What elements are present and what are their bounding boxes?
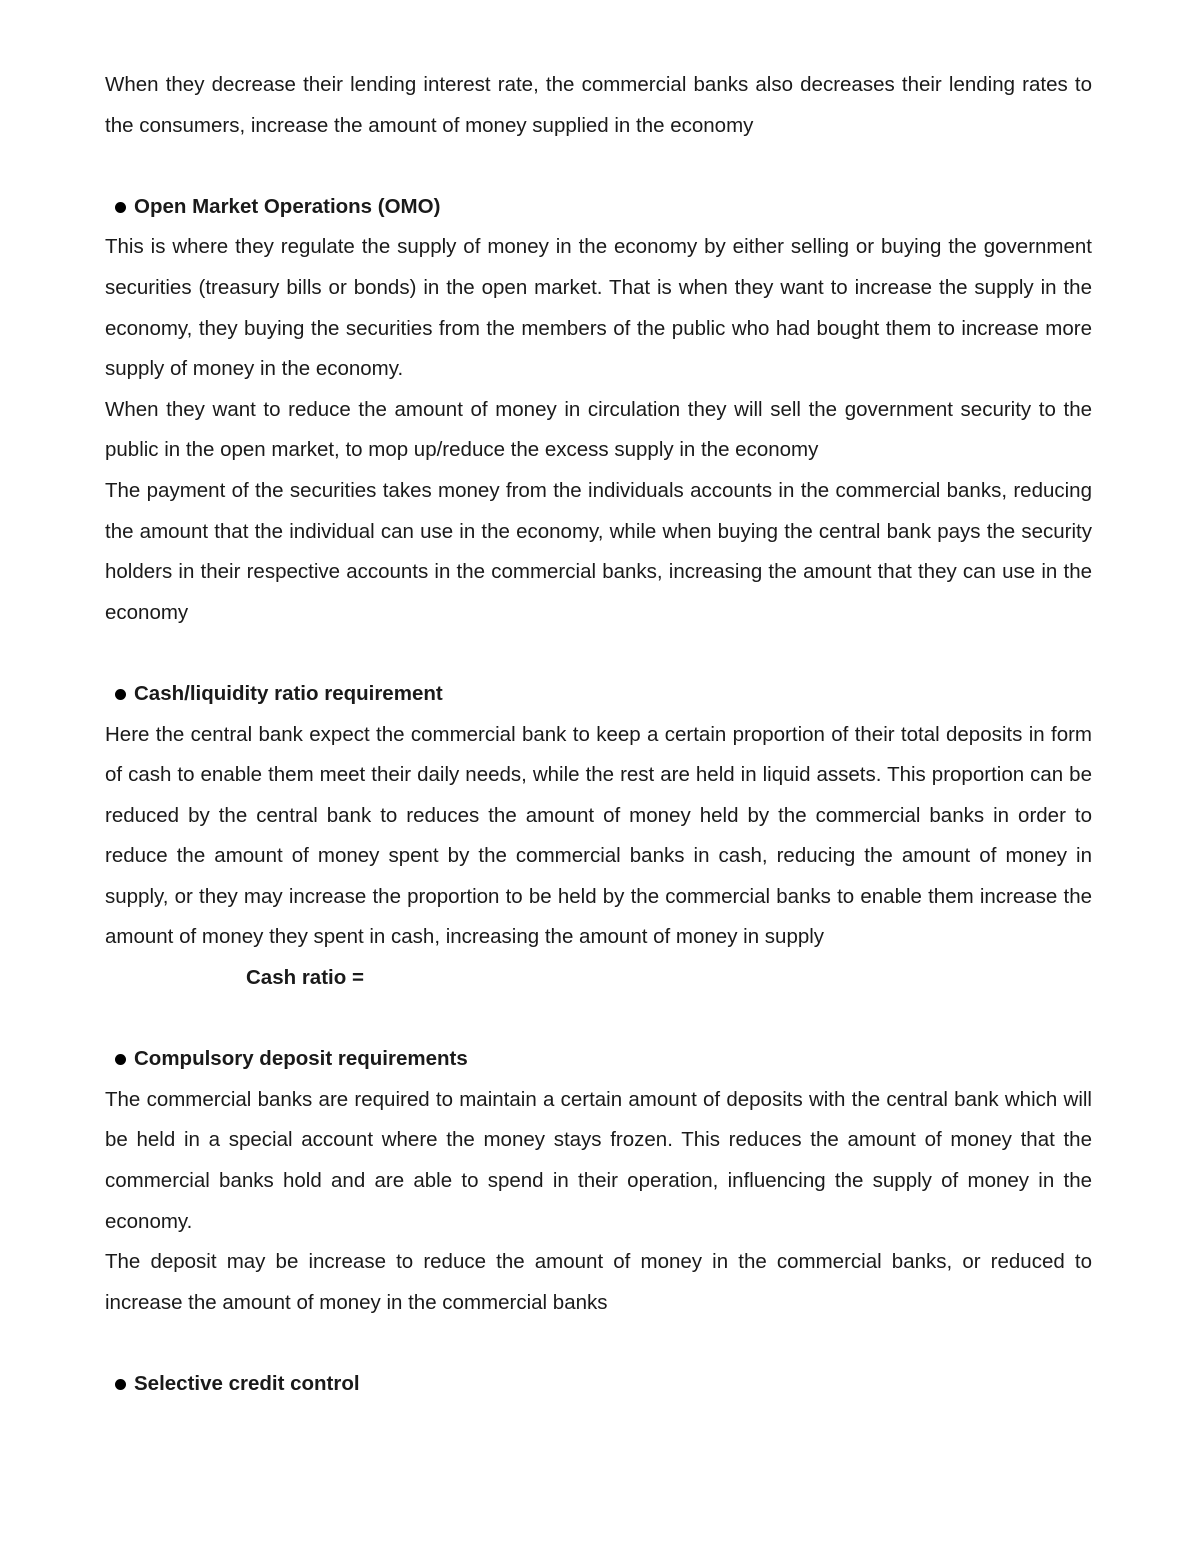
section-heading-omo [105,187,1092,228]
section-heading-compulsory-deposit [105,1039,1092,1080]
spacer [105,999,1092,1040]
spacer [105,1323,1092,1364]
spacer [105,146,1092,187]
section-heading-compulsory-deposit-text: Compulsory deposit requirements [134,1047,468,1071]
omo-paragraph-3: The payment of the securities takes money from the individuals accounts in the commercial banks, reducing the amount that the individual can use in the economy, while when buying the central bank pays the security holders in their respective accounts in the commercial banks, increasing the amount that they can use in the economy [105,478,1092,624]
cash-ratio-formula: Cash ratio = [246,966,364,990]
omo-paragraph-1: This is where they regulate the supply of money in the economy by either selling or buying the government securities (treasury bills or bonds) in the open market. That is when they want to increase the supply in the economy, they buying the securities from the members of the public who had bought them to increase more supply of money in the economy. [105,235,1092,381]
cash-ratio-paragraph-1: Here the central bank expect the commercial bank to keep a certain proportion of their total deposits in form of cash to enable them meet their daily needs, while the rest are held in liquid assets. This proportion can be reduced by the central bank to reduces the amount of money held by the commercial banks in order to reduce the amount of money spent by the commercial banks in cash, reducing the amount of money in supply, or they may increase the proportion to be held by the commercial banks to enable them increase the amount of money they spent in cash, increasing the amount of money in supply [105,722,1092,949]
section-heading-cash-ratio [105,674,1092,715]
section-heading-selective-credit-text: Selective credit control [134,1372,360,1395]
bullet-icon [115,202,126,213]
section-heading-cash-ratio-text: Cash/liquidity ratio requirement [134,681,443,705]
document-page [105,65,1092,1405]
omo-paragraph-2: When they want to reduce the amount of money in circulation they will sell the government security to the public in the open market, to mop up/reduce the excess supply in the economy [105,397,1092,462]
spacer [105,633,1092,674]
section-heading-omo-text: Open Market Operations (OMO) [134,194,441,218]
bullet-icon [115,1054,126,1065]
bullet-icon [115,1379,126,1390]
compulsory-deposit-paragraph-2: The deposit may be increase to reduce the amount of money in the commercial banks, or reduced to increase the amount of money in the commercial banks [105,1250,1092,1314]
compulsory-deposit-paragraph-1: The commercial banks are required to maintain a certain amount of deposits with the central bank which will be held in a special account where the money stays frozen. This reduces the amount of money that the commercial banks hold and are able to spend in their operation, influencing the supply of money in the economy. [105,1087,1092,1233]
bullet-icon [115,689,126,700]
section-heading-selective-credit [105,1364,1092,1405]
intro-paragraph: When they decrease their lending interest rate, the commercial banks also decreases their lending rates to the consumers, increase the amount of money supplied in the economy [105,73,1092,137]
